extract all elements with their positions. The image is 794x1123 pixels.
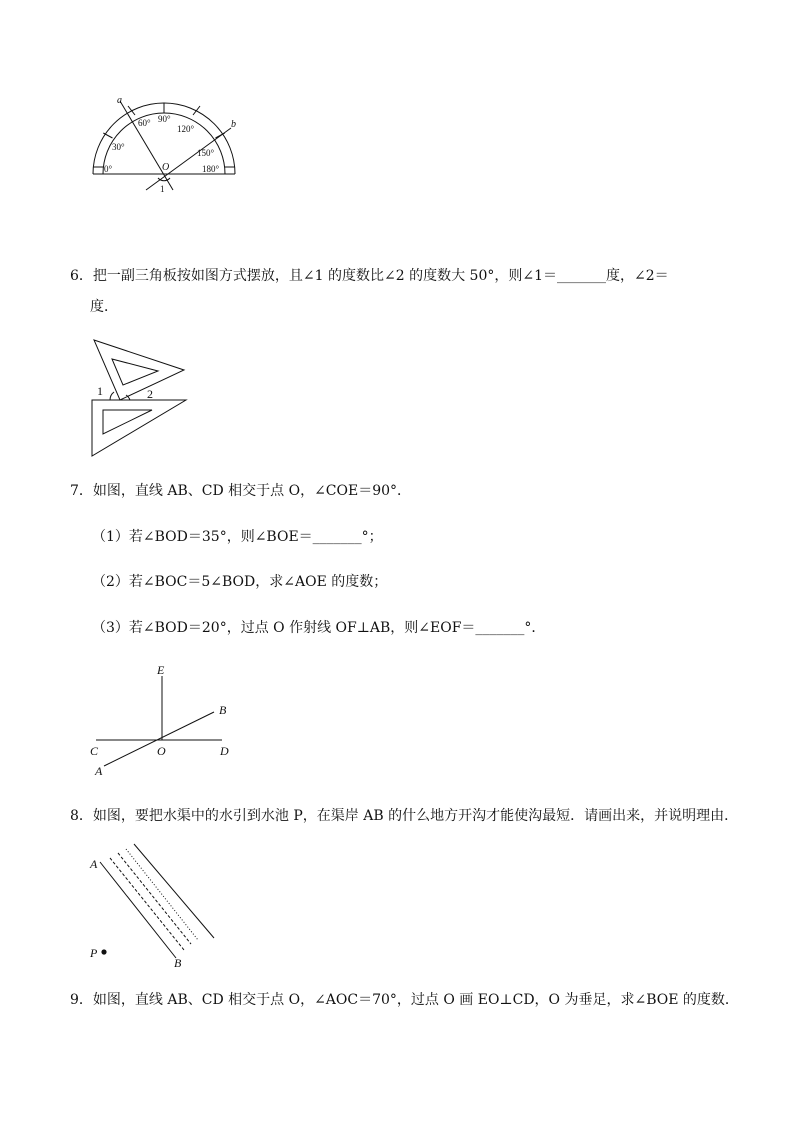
q7-part1: （1）若∠BOD＝35°，则∠BOE＝_______°； [92,529,383,545]
q7-part2: （2）若∠BOC＝5∠BOD，求∠AOE 的度数； [92,574,388,590]
point-a-label: A [90,857,98,871]
intersecting-lines-figure [86,660,236,780]
q7-part3: （3）若∠BOD＝20°，过点 O 作射线 OF⊥AB，则∠EOF＝_______°． [92,620,546,636]
q6-stem-line2: 度． [90,299,118,315]
lower-set-square [92,400,186,456]
point-o-label: O [157,744,166,758]
ray-a-label: a [117,95,122,106]
canal-far-bank [134,844,214,938]
protractor-figure [88,92,248,200]
q8-stem: 8．如图，要把水渠中的水引到水池 P，在渠岸 AB 的什么地方开沟才能使沟最短．请画出来，并说明理由． [70,808,739,824]
point-a-label: A [95,764,103,778]
tick-label-150: 150° [197,148,215,158]
center-label-o: O [162,162,170,173]
q9-stem: 9．如图，直线 AB、CD 相交于点 O，∠AOC＝70°，过点 O 画 EO⊥CD，O 为垂足，求∠BOE 的度数． [70,992,739,1008]
pool-p-label: P [90,946,98,960]
angle-2-label: 2 [147,387,153,401]
tick-label-180: 180° [202,164,220,174]
pool-p-dot [101,949,106,954]
angle-1-label: 1 [97,384,103,398]
point-b-label: B [219,703,227,717]
point-e-label: E [157,663,165,677]
tick-label-30: 30° [112,142,125,152]
canal-figure [86,836,226,972]
water-line-1 [110,858,184,950]
point-c-label: C [90,744,99,758]
ray-b-line [146,128,231,190]
tick-label-60: 60° [138,118,151,128]
canal-bank-ab [100,862,176,958]
q6-stem-line1: 6．把一副三角板按如图方式摆放，且∠1 的度数比∠2 的度数大 50°，则∠1＝_______度，∠2＝ [70,268,669,284]
point-b-label: B [174,956,182,970]
water-line-3 [126,849,198,940]
tick-label-0: 0° [104,164,113,174]
point-d-label: D [220,744,229,758]
ray-b-label: b [231,119,236,130]
angle-mark-label: 1 [160,184,165,194]
tick-label-120: 120° [177,124,195,134]
upper-set-square [94,340,184,400]
set-squares-figure [86,334,190,460]
tick-label-90: 90° [158,114,171,124]
q7-stem: 7．如图，直线 AB、CD 相交于点 O，∠COE＝90°． [70,483,412,499]
